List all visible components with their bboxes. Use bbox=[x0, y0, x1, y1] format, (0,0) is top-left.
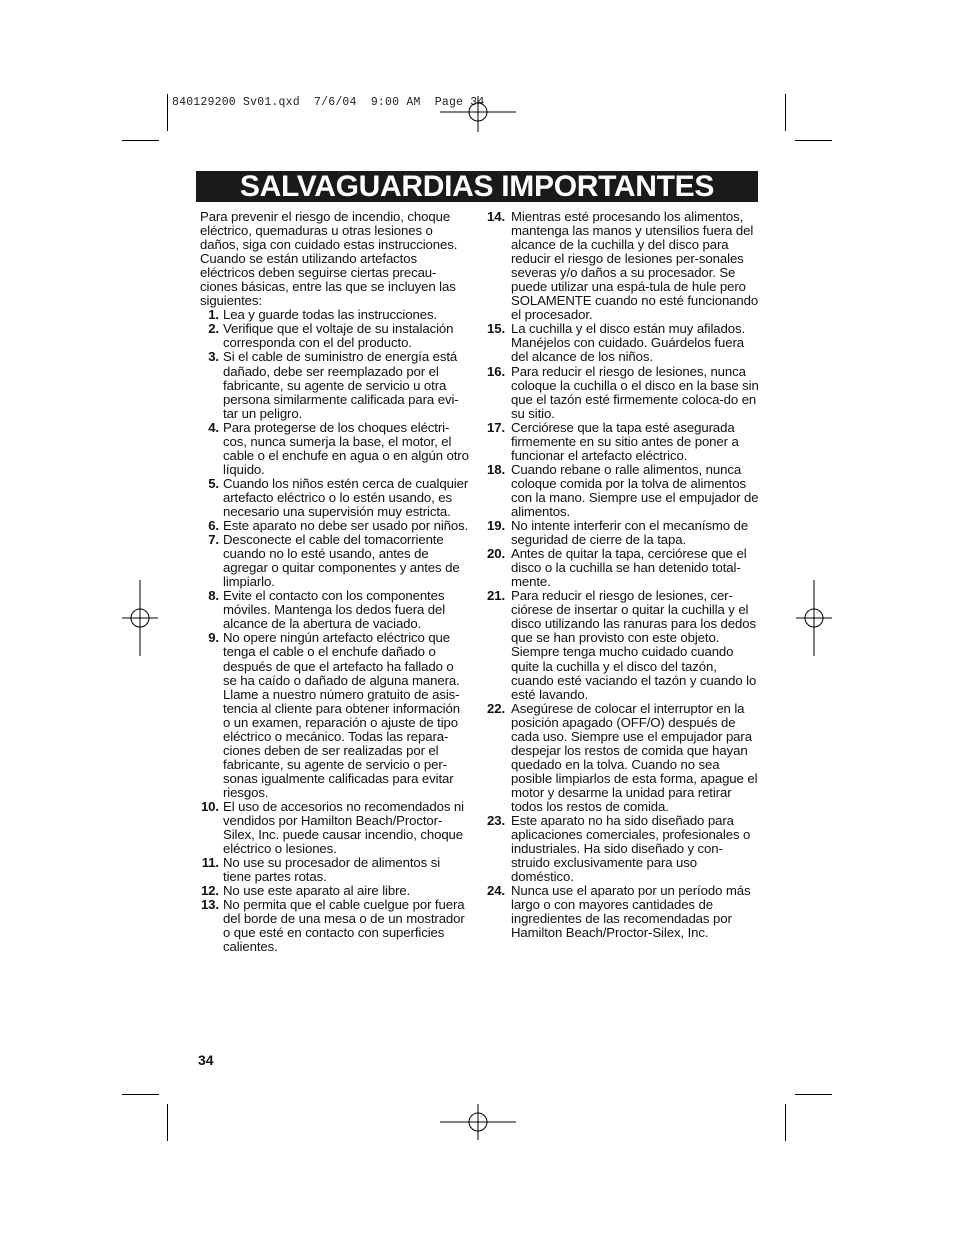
item-number: 19. bbox=[487, 518, 506, 534]
list-item bbox=[200, 589, 470, 631]
item-text: No intente interferir con el mecanísmo de seguridad de cierre de la tapa. bbox=[511, 518, 749, 548]
list-item bbox=[200, 856, 470, 884]
item-number: 7. bbox=[208, 532, 219, 548]
item-text: Este aparato no ha sido diseñado para aplicaciones comerciales, profesionales o industriales. Ha sido diseñado y con-struido exclusivamente para uso doméstico. bbox=[511, 813, 751, 885]
item-text: No use este aparato al aire libre. bbox=[223, 883, 411, 899]
item-number: 10. bbox=[200, 798, 219, 814]
list-item bbox=[487, 884, 759, 940]
item-text: Cuando rebane o ralle alimentos, nunca coloque comida por la tolva de alimentos con la mano. Siempre use el empujador de alimentos. bbox=[511, 461, 759, 519]
item-text: Desconecte el cable del tomacorriente cuando no lo esté usando, antes de agregar o quitar componentes y antes de limpiarlo. bbox=[223, 532, 460, 590]
list-item bbox=[487, 365, 759, 421]
list-item bbox=[487, 322, 759, 364]
item-number: 11. bbox=[201, 855, 219, 871]
list-item bbox=[487, 589, 759, 701]
list-item bbox=[487, 421, 759, 463]
crop-mark-bottom-right-horizontal bbox=[795, 1094, 832, 1095]
item-text: Cerciórese que la tapa esté asegurada firmemente en su sitio antes de poner a funcionar el artefacto eléctrico. bbox=[511, 419, 739, 463]
item-text: Evite el contacto con los componentes móviles. Mantenga los dedos fuera del alcance de la abertura de vaciado. bbox=[223, 588, 446, 632]
item-number: 2. bbox=[208, 321, 219, 337]
item-text: Si el cable de suministro de energía está dañado, debe ser reemplazado por el fabricante, su agente de servicio u otra persona similarmente calificada para evi-tar un peligro. bbox=[223, 349, 459, 421]
item-text: Antes de quitar la tapa, cerciórese que el disco o la cuchilla se han detenido total-mente. bbox=[511, 546, 747, 590]
item-text: Lea y guarde todas las instrucciones. bbox=[223, 307, 438, 323]
list-item bbox=[200, 477, 470, 519]
list-item bbox=[200, 308, 470, 322]
crop-mark-top-left-vertical bbox=[167, 94, 168, 131]
registration-target-right-icon bbox=[796, 580, 832, 656]
item-text: Cuando los niños estén cerca de cualquier artefacto eléctrico o lo estén usando, es necesario una supervisión muy estricta. bbox=[223, 475, 469, 519]
item-number: 14. bbox=[487, 209, 506, 224]
left-column bbox=[200, 210, 470, 954]
item-text: Nunca use el aparato por un período más largo o con mayores cantidades de ingredientes de las recomendadas por Hamilton Beach/Proctor-Silex, Inc. bbox=[511, 883, 751, 941]
item-number: 12. bbox=[200, 883, 219, 899]
crop-mark-top-left-horizontal bbox=[122, 140, 159, 141]
item-number: 15. bbox=[487, 321, 506, 337]
item-number: 22. bbox=[487, 700, 506, 716]
item-number: 23. bbox=[487, 813, 506, 829]
item-text: No opere ningún artefacto eléctrico que tenga el cable o el enchufe dañado o después de que el artefacto ha fallado o se ha caído o dañado de alguna manera. Llame a nuestro número gratuito de asis-tencia al cliente para obtener información o un examen, reparación o ajuste de tipo eléctrico o mecánico. Todas las repara-ciones deben de ser realizadas por el fabricante, su agente de servicio o per-sonas igualmente calificadas para evitar riesgos. bbox=[223, 630, 460, 800]
page-number: 34 bbox=[198, 1052, 214, 1068]
item-number: 8. bbox=[208, 588, 219, 604]
print-slug-line: 840129200 Sv01.qxd 7/6/04 9:00 AM Page 34 bbox=[172, 96, 485, 109]
registration-target-bottom-icon bbox=[440, 1104, 516, 1140]
crop-mark-top-right-vertical bbox=[785, 94, 786, 131]
list-item bbox=[487, 814, 759, 884]
safeguards-list-right bbox=[487, 210, 759, 940]
intro-paragraph: Para prevenir el riesgo de incendio, choque eléctrico, quemaduras u otras lesiones o daños, siga con cuidado estas instrucciones. Cuando se están utilizando artefactos eléctricos deben seguirse ciertas precau-ciones básicas, entre las que se incluyen las siguientes: bbox=[200, 209, 458, 309]
crop-mark-bottom-right-vertical bbox=[785, 1104, 786, 1141]
list-item bbox=[200, 322, 470, 350]
item-number: 3. bbox=[208, 349, 219, 365]
list-item bbox=[487, 463, 759, 519]
item-number: 18. bbox=[487, 461, 506, 477]
registration-target-left-icon bbox=[122, 580, 158, 656]
item-number: 4. bbox=[208, 419, 219, 435]
item-text: Este aparato no debe ser usado por niños. bbox=[223, 518, 469, 534]
list-item bbox=[200, 421, 470, 477]
item-number: 21. bbox=[487, 588, 506, 604]
item-number: 16. bbox=[487, 363, 506, 379]
item-text: La cuchilla y el disco están muy afilados. Manéjelos con cuidado. Guárdelos fuera del alcance de los niños. bbox=[511, 321, 746, 365]
list-item bbox=[487, 547, 759, 589]
item-number: 1. bbox=[208, 307, 219, 323]
item-text: Para protegerse de los choques eléctri-cos, nunca sumerja la base, el motor, el cable o el enchufe en agua o en algún otro líquido. bbox=[223, 419, 469, 477]
title-banner bbox=[196, 171, 758, 202]
item-text: No permita que el cable cuelgue por fuera del borde de una mesa o de un mostrador o que esté en contacto con superficies calientes. bbox=[223, 897, 465, 955]
item-number: 6. bbox=[208, 518, 219, 534]
list-item bbox=[200, 898, 470, 954]
right-column bbox=[487, 210, 759, 940]
item-text: El uso de accesorios no recomendados ni vendidos por Hamilton Beach/Proctor-Silex, Inc. puede causar incendio, choque eléctrico o lesiones. bbox=[223, 798, 464, 857]
crop-mark-top-right-horizontal bbox=[795, 140, 832, 141]
list-item bbox=[200, 533, 470, 589]
list-item bbox=[200, 519, 470, 533]
list-item bbox=[200, 350, 470, 420]
crop-mark-bottom-left-horizontal bbox=[122, 1094, 159, 1095]
item-text: Mientras esté procesando los alimentos, mantenga las manos y utensilios fuera del alcance de la cuchilla y del disco para reducir el riesgo de lesiones per-sonales severas y/o daños a su procesador. Se puede utilizar una espá-tula de hule pero SOLAMENTE cuando no esté funcionando el procesador. bbox=[511, 209, 759, 323]
item-number: 5. bbox=[208, 475, 219, 491]
item-number: 9. bbox=[208, 630, 219, 646]
item-number: 20. bbox=[487, 546, 506, 562]
list-item bbox=[200, 884, 470, 898]
registration-target-top-icon bbox=[440, 96, 516, 132]
list-item bbox=[487, 702, 759, 814]
list-item bbox=[487, 519, 759, 547]
list-item bbox=[200, 800, 470, 856]
item-text: Para reducir el riesgo de lesiones, nunca coloque la cuchilla o el disco en la base sin que el tazón esté firmemente coloca-do en su sitio. bbox=[511, 363, 759, 421]
item-text: Verifique que el voltaje de su instalación corresponda con el del producto. bbox=[223, 321, 454, 351]
item-text: Para reducir el riesgo de lesiones, cer-ciórese de insertar o quitar la cuchilla y el disco utilizando las ranuras para los dedos que se han provisto con este objeto. Siempre tenga mucho cuidado cuando quite la cuchilla y el disco del tazón, cuando esté vaciando el tazón y cuando lo esté lavando. bbox=[511, 588, 757, 702]
item-text: No use su procesador de alimentos si tiene partes rotas. bbox=[223, 855, 441, 885]
item-number: 24. bbox=[487, 883, 506, 899]
item-text: Asegúrese de colocar el interruptor en la posición apagado (OFF/O) después de cada uso. Siempre use el empujador para despejar los restos de comida que hayan quedado en la tolva. Cuando no sea posible limpiarlos de esta forma, apague el motor y desarme la unidad para retirar todos los restos de comida. bbox=[511, 700, 758, 814]
list-item bbox=[487, 210, 759, 322]
list-item bbox=[200, 631, 470, 800]
safeguards-list-left bbox=[200, 308, 470, 954]
page-title: SALVAGUARDIAS IMPORTANTES bbox=[239, 170, 715, 203]
item-number: 13. bbox=[200, 897, 219, 913]
item-number: 17. bbox=[487, 419, 506, 435]
crop-mark-bottom-left-vertical bbox=[167, 1104, 168, 1141]
